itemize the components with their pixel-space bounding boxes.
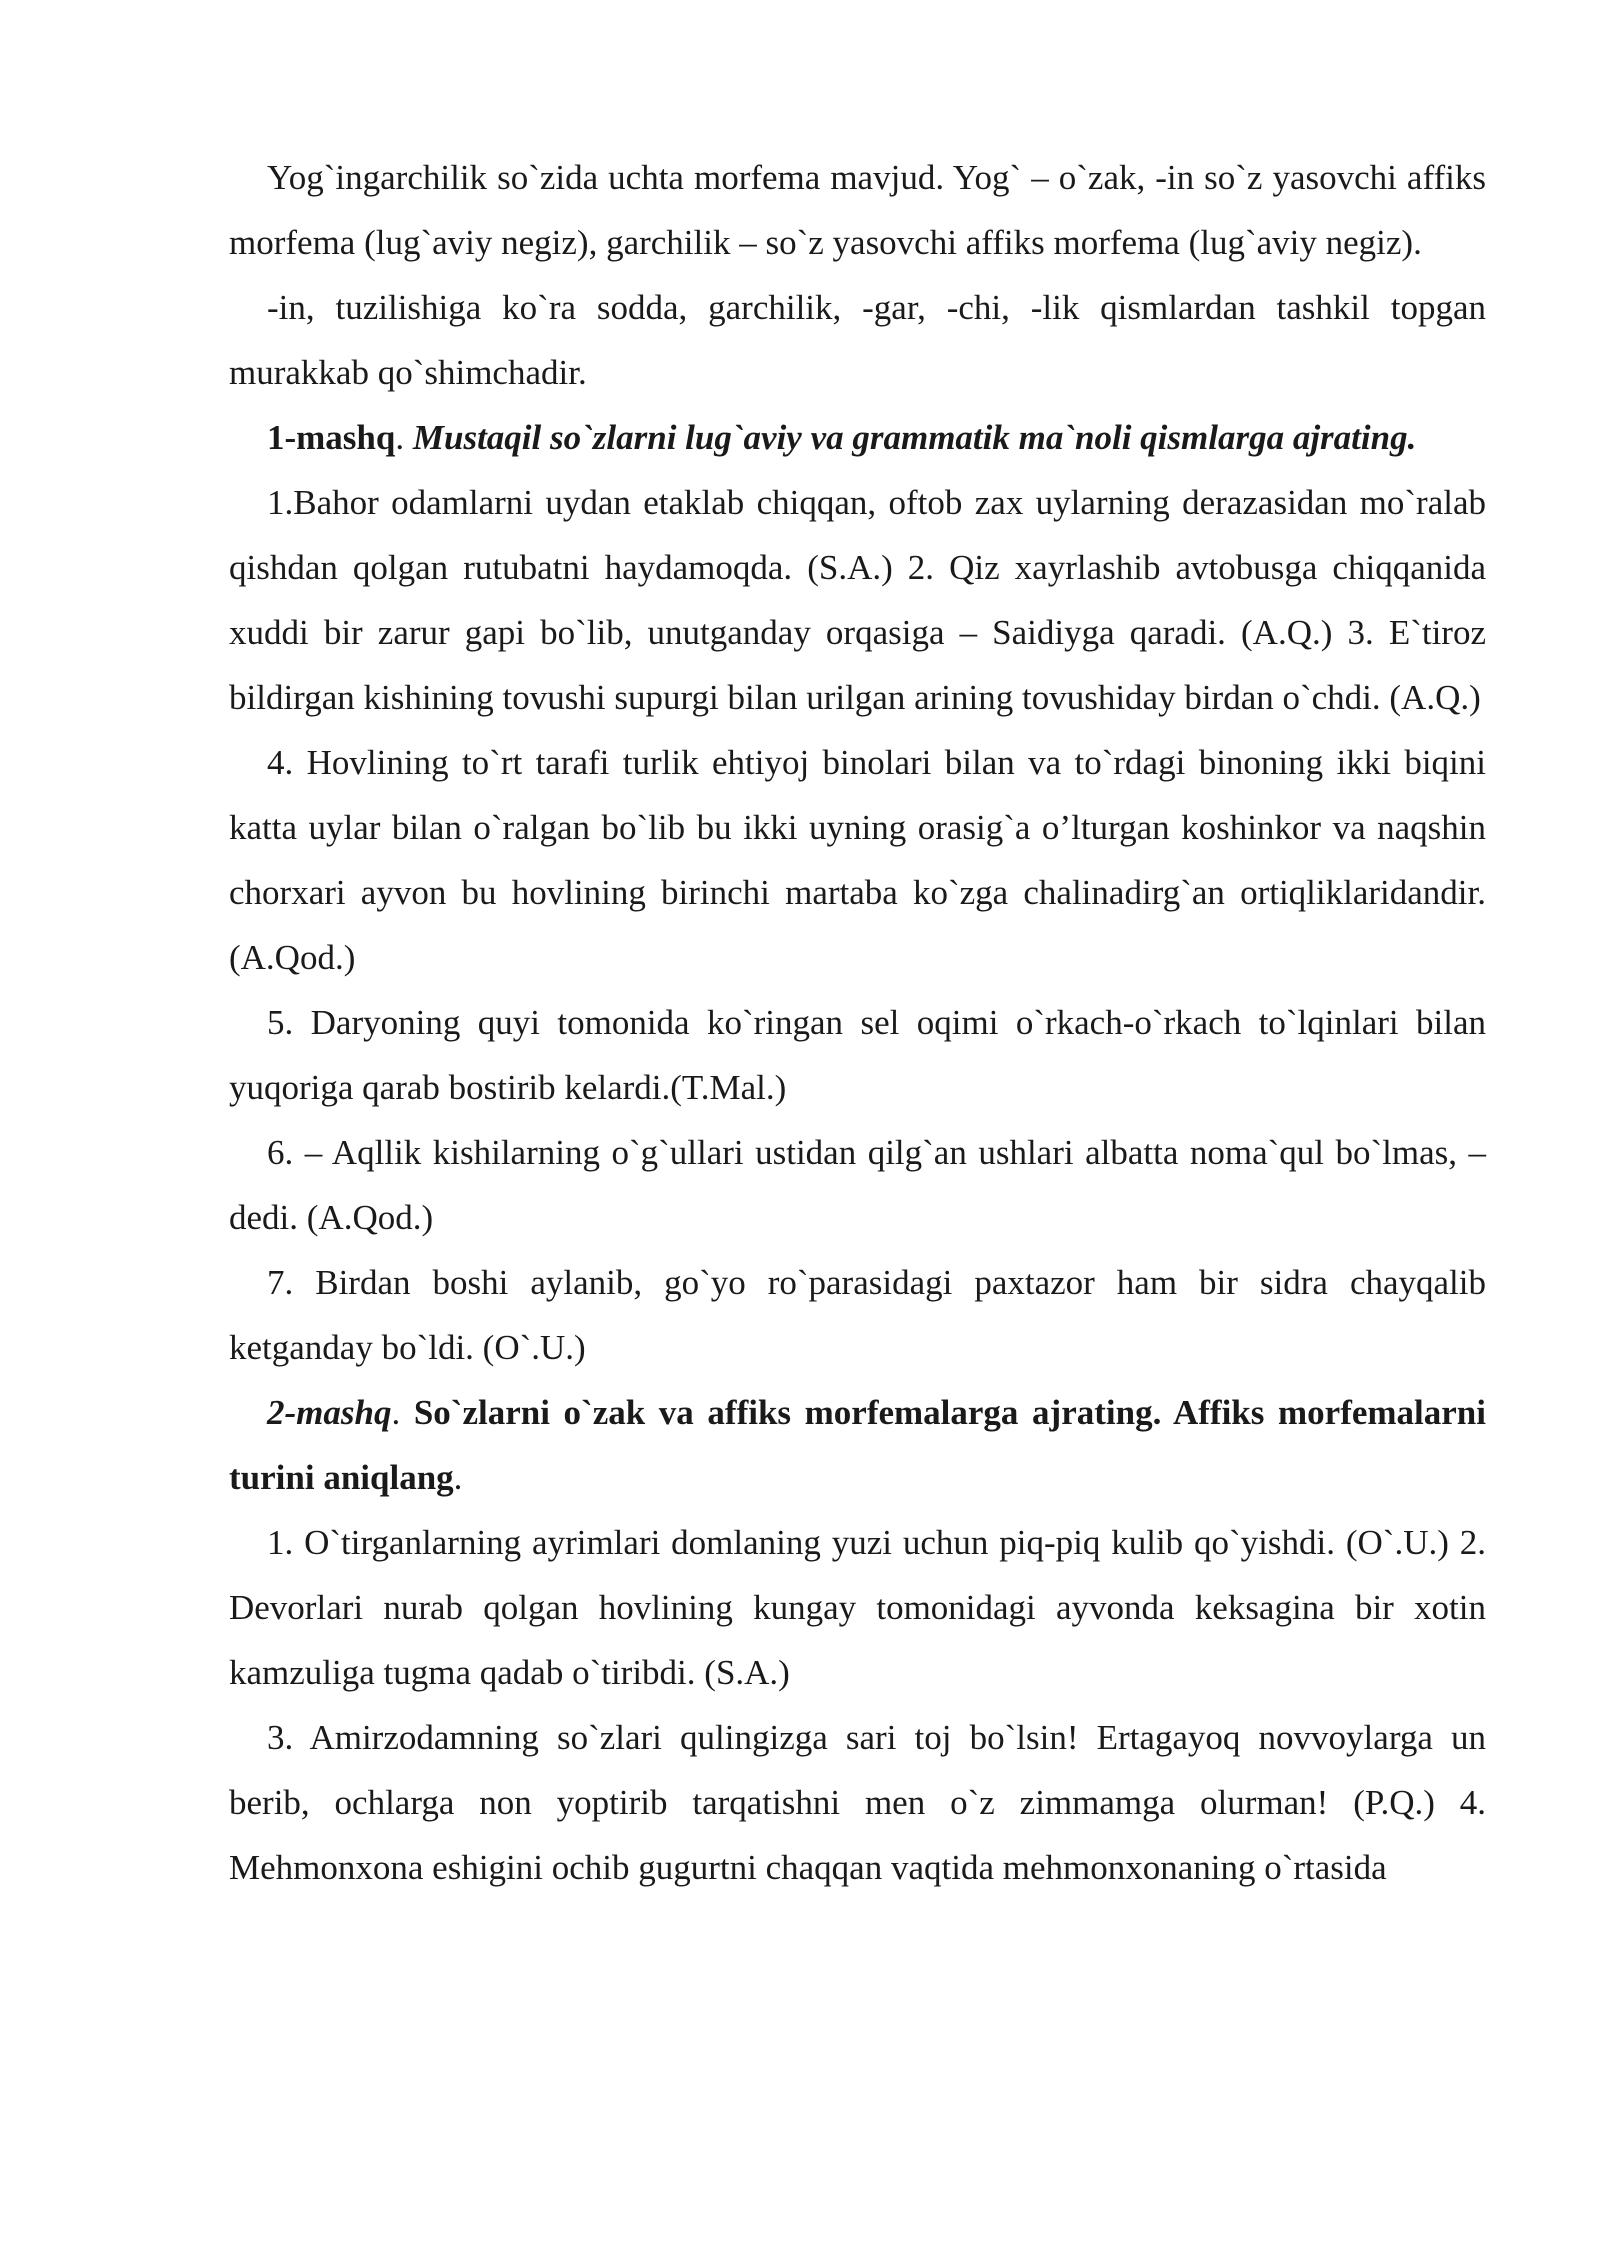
exercise-2-heading <box>229 1380 1486 1510</box>
exercise-2-label: 2-mashq <box>267 1393 392 1432</box>
exercise-1-separator: . <box>395 418 413 457</box>
exercise-2-end: . <box>453 1458 463 1497</box>
exercise-1-sentence-5: 5. Daryoning quyi tomonida ko`ringan sel oqimi o`rkach-o`rkach to`lqinlari bilan yuqoriga qarab bostirib kelardi.(T.Mal.) <box>229 1003 1486 1107</box>
exercise-1-sentences-1-3: 1.Bahor odamlarni uydan etaklab chiqqan, oftob zax uylarning derazasidan mo`ralab qishdan qolgan rutubatni haydamoqda. (S.A.) 2. Qiz xayrlashib avtobusga chiqqanida xuddi bir zarur gapi bo`lib, unutganday orqasiga – Saidiyga qaradi. (A.Q.) 3. E`tiroz bildirgan kishining tovushi supurgi bilan urilgan arining tovushiday birdan o`chdi. (A.Q.) <box>229 483 1486 717</box>
document-page <box>229 145 1486 1900</box>
exercise-2-sentences-3-4: 3. Amirzodamning so`zlari qulingizga sari toj bo`lsin! Ertagayoq novvoylarga un berib, ochlarga non yoptirib tarqatishni men o`z zimmamga olurman! (P.Q.) 4. Mehmonxona eshigini ochib gugurtni chaqqan vaqtida mehmonxonaning o`rtasida <box>229 1718 1486 1887</box>
exercise-2-sentences-1-2: 1. O`tirganlarning ayrimlari domlaning yuzi uchun piq-piq kulib qo`yishdi. (O`.U.) 2. Devorlari nurab qolgan hovlining kungay tomonidagi ayvonda keksagina bir xotin kamzuliga tugma qadab o`tiribdi. (S.A.) <box>229 1523 1486 1692</box>
exercise-1-heading <box>229 405 1486 470</box>
paragraph-morpheme-analysis: Yog`ingarchilik so`zida uchta morfema mavjud. Yog` – o`zak, -in so`z yasovchi affiks morfema (lug`aviy negiz), garchilik – so`z yasovchi affiks morfema (lug`aviy negiz). <box>229 158 1486 262</box>
exercise-1-sentence-4: 4. Hovlining to`rt tarafi turlik ehtiyoj binolari bilan va to`rdagi binoning ikki biqini katta uylar bilan o`ralgan bo`lib bu ikki uyning orasig`a o’lturgan koshinkor va naqshin chorxari ayvon bu hovlining birinchi martaba ko`zga chalinadirg`an ortiqliklaridandir. (A.Qod.) <box>229 743 1486 977</box>
exercise-1-task: Mustaqil so`zlarni lug`aviy va grammatik ma`noli qismlarga ajrating. <box>412 418 1417 457</box>
exercise-1-sentence-6: 6. – Aqllik kishilarning o`g`ullari ustidan qilg`an ushlari albatta noma`qul bo`lmas, – dedi. (A.Qod.) <box>229 1133 1486 1237</box>
exercise-2-task: So`zlarni o`zak va affiks morfemalarga ajrating. Affiks morfemalarni turini aniqlang <box>229 1393 1486 1497</box>
paragraph-suffix-structure: -in, tuzilishiga ko`ra sodda, garchilik, -gar, -chi, -lik qismlardan tashkil topgan murakkab qo`shimchadir. <box>229 288 1486 392</box>
exercise-2-separator: . <box>391 1393 414 1432</box>
exercise-1-label: 1-mashq <box>267 418 396 457</box>
exercise-1-sentence-7: 7. Birdan boshi aylanib, go`yo ro`parasidagi paxtazor ham bir sidra chayqalib ketganday bo`ldi. (O`.U.) <box>229 1263 1486 1367</box>
